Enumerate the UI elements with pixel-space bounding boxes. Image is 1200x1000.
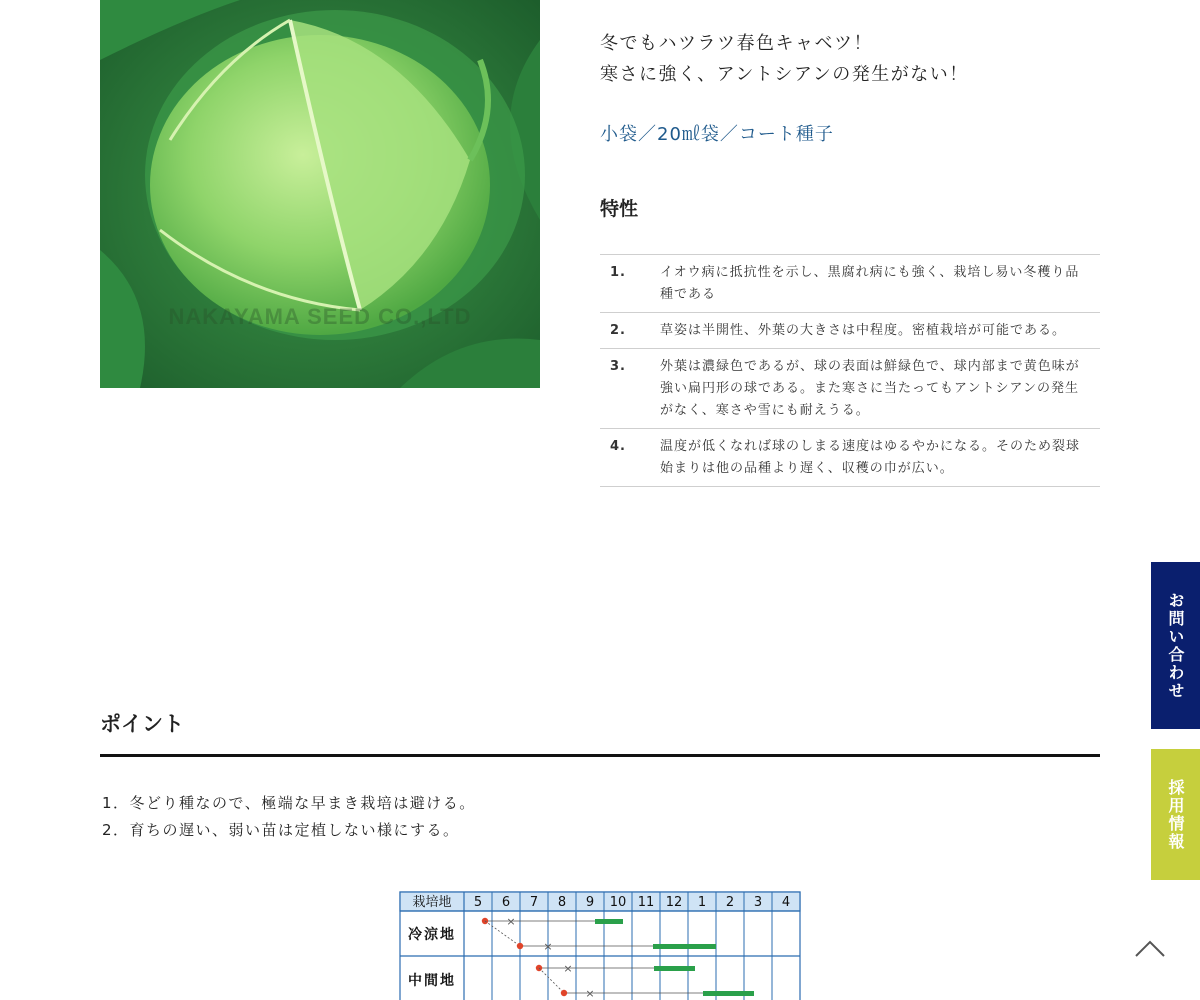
calendar-header-label: 栽培地 — [412, 895, 452, 910]
point-item: 1．冬どり種なので、極端な早まき栽培は避ける。 — [102, 794, 476, 812]
points-list — [102, 790, 476, 844]
packaging-types: 小袋／20㎖袋／コート種子 — [600, 124, 834, 145]
contact-tab-label: お問い合わせ — [1166, 591, 1185, 700]
calendar-chart — [398, 890, 802, 1000]
features-list — [600, 254, 1100, 487]
harvest-bar — [654, 966, 695, 971]
product-image — [100, 0, 540, 388]
calendar-month-label: 6 — [501, 895, 511, 910]
calendar-month-label: 9 — [585, 895, 595, 910]
feature-row — [600, 313, 1100, 349]
calendar-region-mid: 中間地 — [408, 973, 456, 989]
calendar-region-cool: 冷涼地 — [408, 927, 456, 943]
feature-text: 外葉は濃緑色であるが、球の表面は鮮緑色で、球内部まで黄色味が強い扁円形の球である。また寒さに当たってもアントシアンの発生がなく、寒さや雪にも耐えうる。 — [660, 359, 1080, 418]
features-heading: 特性 — [600, 198, 639, 220]
sowing-dot — [517, 943, 523, 949]
points-heading: ポイント — [100, 712, 184, 736]
svg-text:×: × — [585, 987, 595, 1000]
feature-number: 1. — [610, 265, 626, 280]
tagline-line-2: 寒さに強く、アントシアンの発生がない！ — [600, 64, 969, 85]
feature-row — [600, 349, 1100, 429]
tagline-line-1: 冬でもハツラツ春色キャベツ！ — [600, 33, 873, 54]
calendar-month-label: 8 — [557, 895, 567, 910]
calendar-month-label: 3 — [753, 895, 763, 910]
calendar-month-label: 10 — [609, 895, 627, 910]
harvest-bar — [595, 919, 623, 924]
svg-text:×: × — [506, 915, 516, 928]
image-watermark: NAKAYAMA SEED CO.,LTD — [168, 304, 472, 329]
harvest-bar — [703, 991, 754, 996]
harvest-bar — [653, 944, 716, 949]
calendar-month-label: 7 — [529, 895, 539, 910]
calendar-month-label: 2 — [725, 895, 735, 910]
calendar-month-label: 12 — [665, 895, 683, 910]
contact-tab[interactable] — [1151, 562, 1200, 729]
feature-text: 温度が低くなれば球のしまる速度はゆるやかになる。そのため裂球始まりは他の品種より遅く、収穫の巾が広い。 — [660, 439, 1081, 476]
cultivation-calendar — [398, 890, 802, 1000]
recruit-tab-label: 採用情報 — [1166, 778, 1185, 851]
product-tagline — [600, 28, 969, 90]
calendar-month-label: 1 — [697, 895, 707, 910]
feature-text: 草姿は半開性、外葉の大きさは中程度。密植栽培が可能である。 — [660, 323, 1067, 338]
feature-number: 4. — [610, 439, 626, 454]
sowing-dot — [561, 990, 567, 996]
scroll-top-button[interactable] — [1134, 934, 1166, 962]
calendar-month-label: 4 — [781, 895, 791, 910]
feature-text: イオウ病に抵抗性を示し、黒腐れ病にも強く、栽培し易い冬穫り品種である — [660, 265, 1080, 302]
feature-number: 3. — [610, 359, 626, 374]
chevron-up-icon — [1134, 934, 1166, 962]
svg-text:×: × — [563, 962, 573, 975]
feature-row — [600, 429, 1100, 487]
svg-text:×: × — [543, 940, 553, 953]
points-divider — [100, 754, 1100, 757]
point-item: 2．育ちの遅い、弱い苗は定植しない様にする。 — [102, 821, 460, 839]
feature-row — [600, 255, 1100, 313]
recruit-tab[interactable] — [1151, 749, 1200, 880]
feature-number: 2. — [610, 323, 626, 338]
calendar-month-label: 11 — [637, 895, 655, 910]
calendar-month-label: 5 — [473, 895, 483, 910]
